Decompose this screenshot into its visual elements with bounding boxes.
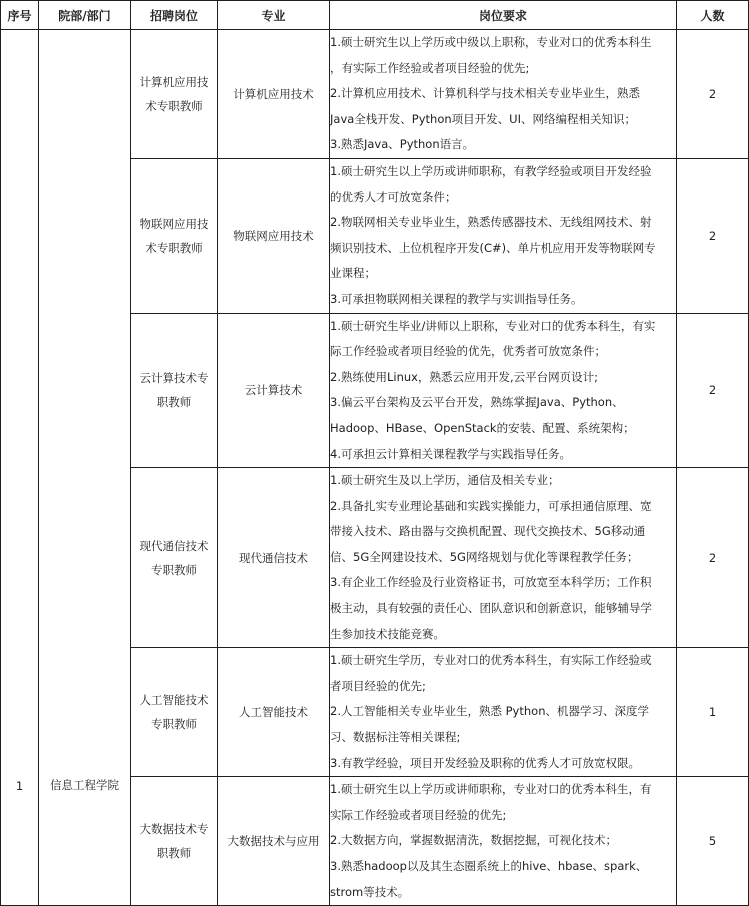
requirements-cell <box>330 648 677 777</box>
requirement-line: 3.有教学经验，项目开发经验及职称的优秀人才可放宽权限。 <box>330 755 640 770</box>
requirement-line: 际工作经验或者项目经验的优先，优秀者可放宽条件； <box>330 344 606 359</box>
requirement-line: 实际工作经验或者项目经验的优先; <box>330 807 507 822</box>
post-line: 职教师 <box>156 846 192 861</box>
header-major: 专业 <box>218 1 330 30</box>
requirement-line: 信、5G全网建设技术、5G网络规划与优化等课程教学任务； <box>330 549 639 564</box>
requirement-line: 极主动，具有较强的责任心、团队意识和创新意识，能够辅导学 <box>330 601 652 616</box>
post-cell <box>131 648 218 777</box>
requirement-line: 4.可承担云计算相关课程教学与实践指导任务。 <box>330 446 571 461</box>
requirement-line: 2.物联网相关专业毕业生，熟悉传感器技术、无线组网技术、射 <box>330 215 652 230</box>
header-count: 人数 <box>677 1 749 30</box>
requirement-line: 3.有企业工作经验及行业资格证书，可放宽至本科学历；工作积 <box>330 575 652 590</box>
post-line: 计算机应用技 <box>139 74 209 89</box>
requirement-line: 1.硕士研究生以上学历或中级以上职称，专业对口的优秀本科生 <box>330 35 652 49</box>
requirement-line: 习、数据标注等相关课程; <box>330 730 461 745</box>
requirement-line: 2.具备扎实专业理论基础和实践实操能力，可承担通信原理、宽 <box>330 498 652 513</box>
post-line: 人工智能技术 <box>139 693 209 708</box>
post-cell <box>131 158 218 313</box>
post-cell <box>131 468 218 648</box>
major-cell: 计算机应用技术 <box>218 30 330 159</box>
requirement-line: 带接入技术、路由器与交换机配置、现代交换技术、5G移动通 <box>330 524 646 539</box>
post-cell <box>131 777 218 906</box>
count-cell: 2 <box>677 30 749 159</box>
requirements-cell <box>330 777 677 906</box>
count-cell: 2 <box>677 313 749 468</box>
major-cell: 物联网应用技术 <box>218 158 330 313</box>
requirement-line: 1.硕士研究生以上学历或讲师职称，专业对口的优秀本科生，有 <box>330 782 652 797</box>
requirement-line: 3.偏云平台架构及云平台开发，熟练掌握Java、Python、 <box>330 395 624 410</box>
table-header-row <box>1 1 749 30</box>
requirement-line: Java全栈开发、Python项目开发、UI、网络编程相关知识； <box>330 111 636 126</box>
major-cell: 现代通信技术 <box>218 468 330 648</box>
requirement-line: ，有实际工作经验或者项目经验的优先; <box>330 60 530 75</box>
requirement-line: 生参加技术技能竞赛。 <box>330 626 445 641</box>
post-cell <box>131 313 218 468</box>
post-line: 专职教师 <box>151 717 197 732</box>
header-department: 院部/部门 <box>39 1 131 30</box>
requirements-cell <box>330 30 677 159</box>
requirement-line: 2.人工智能相关专业毕业生，熟悉 Python、机器学习、深度学 <box>330 704 649 719</box>
post-line: 现代通信技术 <box>139 538 209 553</box>
requirement-line: 的优秀人才可放宽条件； <box>330 189 457 204</box>
major-cell: 大数据技术与应用 <box>218 777 330 906</box>
post-line: 物联网应用技 <box>139 216 209 231</box>
count-cell: 5 <box>677 777 749 906</box>
requirement-line: 1.硕士研究生学历，专业对口的优秀本科生，有实际工作经验或 <box>330 653 652 668</box>
requirement-line: 者项目经验的优先; <box>330 678 426 693</box>
index-cell: 1 <box>1 30 39 906</box>
requirement-line: 2.计算机应用技术、计算机科学与技术相关专业毕业生，熟悉 <box>330 86 640 101</box>
requirement-line: 2.熟练使用Linux，熟悉云应用开发,云平台网页设计; <box>330 369 598 384</box>
major-cell: 人工智能技术 <box>218 648 330 777</box>
post-line: 云计算技术专 <box>139 371 209 386</box>
header-index: 序号 <box>1 1 39 30</box>
count-cell: 2 <box>677 158 749 313</box>
requirement-line: 1.硕士研究生以上学历或讲师职称，有教学经验或项目开发经验 <box>330 163 652 178</box>
department-cell: 信息工程学院 <box>39 30 131 906</box>
requirement-line: 业课程； <box>330 266 376 281</box>
requirement-line: 3.熟悉Java、Python语言。 <box>330 137 475 152</box>
requirement-line: 3.可承担物联网相关课程的教学与实训指导任务。 <box>330 291 583 306</box>
post-line: 术专职教师 <box>145 98 203 113</box>
header-requirements: 岗位要求 <box>330 1 677 30</box>
post-line: 专职教师 <box>151 562 197 577</box>
requirement-line: 1.硕士研究生毕业/讲师以上职称，专业对口的优秀本科生，有实 <box>330 318 656 333</box>
count-cell: 1 <box>677 648 749 777</box>
requirement-line: 频识别技术、上位机程序开发(C#)、单片机应用开发等物联网专 <box>330 240 656 255</box>
header-post: 招聘岗位 <box>131 1 218 30</box>
post-line: 术专职教师 <box>145 240 203 255</box>
count-cell: 2 <box>677 468 749 648</box>
requirement-line: strom等技术。 <box>330 884 410 899</box>
major-cell: 云计算技术 <box>218 313 330 468</box>
post-line: 大数据技术专 <box>139 822 209 837</box>
requirements-cell <box>330 313 677 468</box>
requirements-cell <box>330 468 677 648</box>
post-line: 职教师 <box>156 395 192 410</box>
requirement-line: 1.硕士研究生及以上学历，通信及相关专业； <box>330 473 560 488</box>
table-row <box>1 30 749 159</box>
requirement-line: Hadoop、HBase、OpenStack的安装、配置、系统架构； <box>330 420 635 435</box>
post-cell <box>131 30 218 159</box>
requirement-line: 2.大数据方向，掌握数据清洗，数据挖掘，可视化技术； <box>330 833 617 848</box>
requirement-line: 3.熟悉hadoop以及其生态圈系统上的hive、hbase、spark、 <box>330 859 648 873</box>
requirements-cell <box>330 158 677 313</box>
